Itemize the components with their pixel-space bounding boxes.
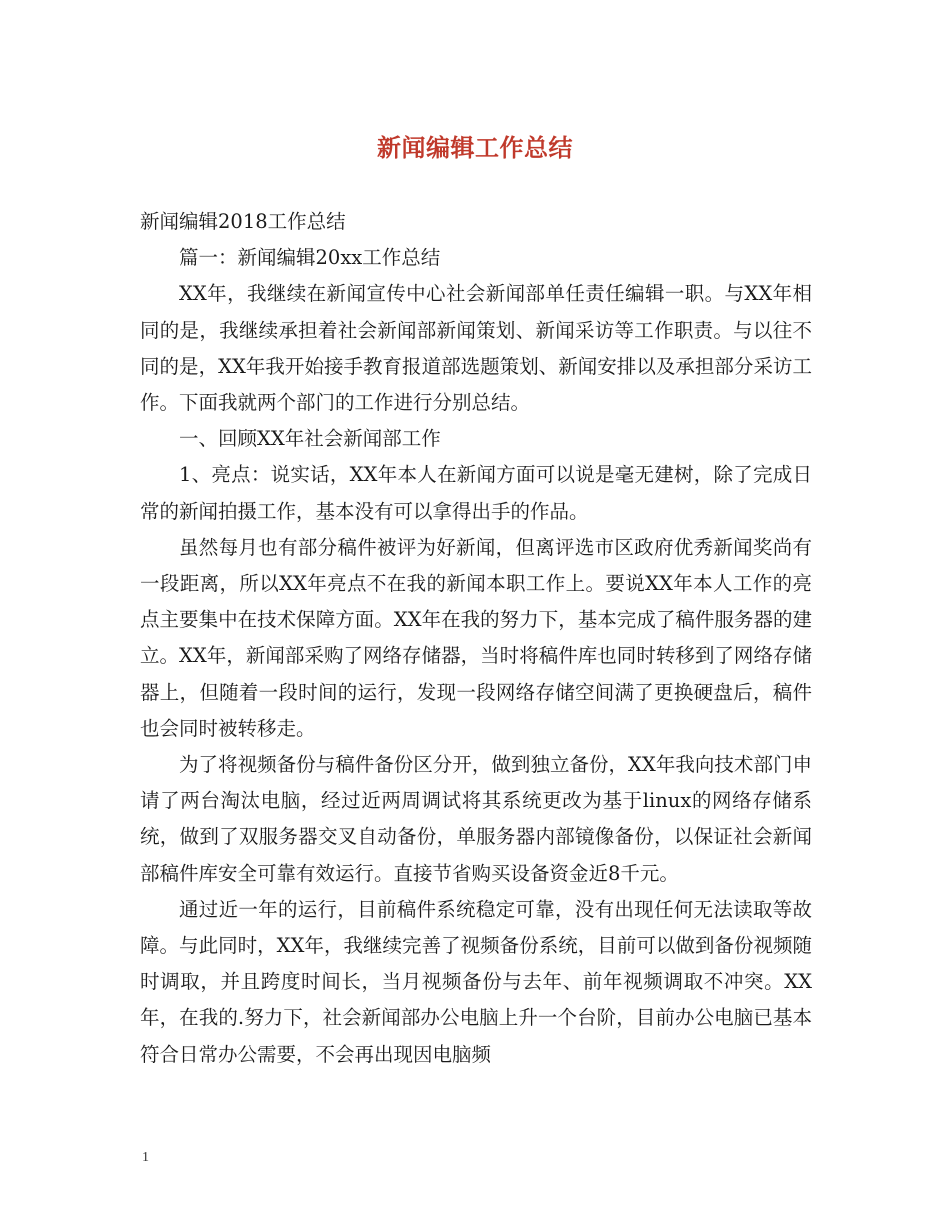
paragraph: 1、亮点：说实话，XX年本人在新闻方面可以说是毫无建树，除了完成日常的新闻拍摄工作，基本没有可以拿得出手的作品。: [140, 463, 812, 523]
document-title: 新闻编辑工作总结: [377, 133, 573, 162]
paragraph: XX年，我继续在新闻宣传中心社会新闻部单任责任编辑一职。与XX年相同的是，我继续承担着社会新闻部新闻策划、新闻采访等工作职责。与以往不同的是，XX年我开始接手教育报道部选题策划、新闻安排以及承担部分采访工作。下面我就两个部门的工作进行分别总结。: [140, 282, 812, 415]
document-body: [140, 204, 812, 1073]
paragraph-heading: 新闻编辑2018工作总结: [140, 210, 346, 233]
paragraph: 通过近一年的运行，目前稿件系统稳定可靠，没有出现任何无法读取等故障。与此同时，XX年，我继续完善了视频备份系统，目前可以做到备份视频随时调取，并且跨度时间长，当月视频备份与去年、前年视频调取不冲突。XX年，在我的.努力下，社会新闻部办公电脑上升一个台阶，目前办公电脑已基本符合日常办公需要，不会再出现因电脑频: [140, 897, 812, 1066]
paragraph: 为了将视频备份与稿件备份区分开，做到独立备份，XX年我向技术部门申请了两台淘汰电脑，经过近两周调试将其系统更改为基于linux的网络存储系统，做到了双服务器交叉自动备份，单服务器内部镜像备份，以保证社会新闻部稿件库安全可靠有效运行。直接节省购买设备资金近8千元。: [140, 753, 812, 885]
page-number: 1: [142, 1150, 149, 1165]
paragraph-section-title: 篇一：新闻编辑20xx工作总结: [179, 246, 441, 270]
paragraph: 虽然每月也有部分稿件被评为好新闻，但离评选市区政府优秀新闻奖尚有一段距离，所以XX年亮点不在我的新闻本职工作上。要说XX年本人工作的亮点主要集中在技术保障方面。XX年在我的努力下，基本完成了稿件服务器的建立。XX年，新闻部采购了网络存储器，当时将稿件库也同时转移到了网络存储器上，但随着一段时间的运行，发现一段网络存储空间满了更换硬盘后，稿件也会同时被转移走。: [140, 535, 812, 740]
paragraph-subheading: 一、回顾XX年社会新闻部工作: [179, 427, 441, 451]
